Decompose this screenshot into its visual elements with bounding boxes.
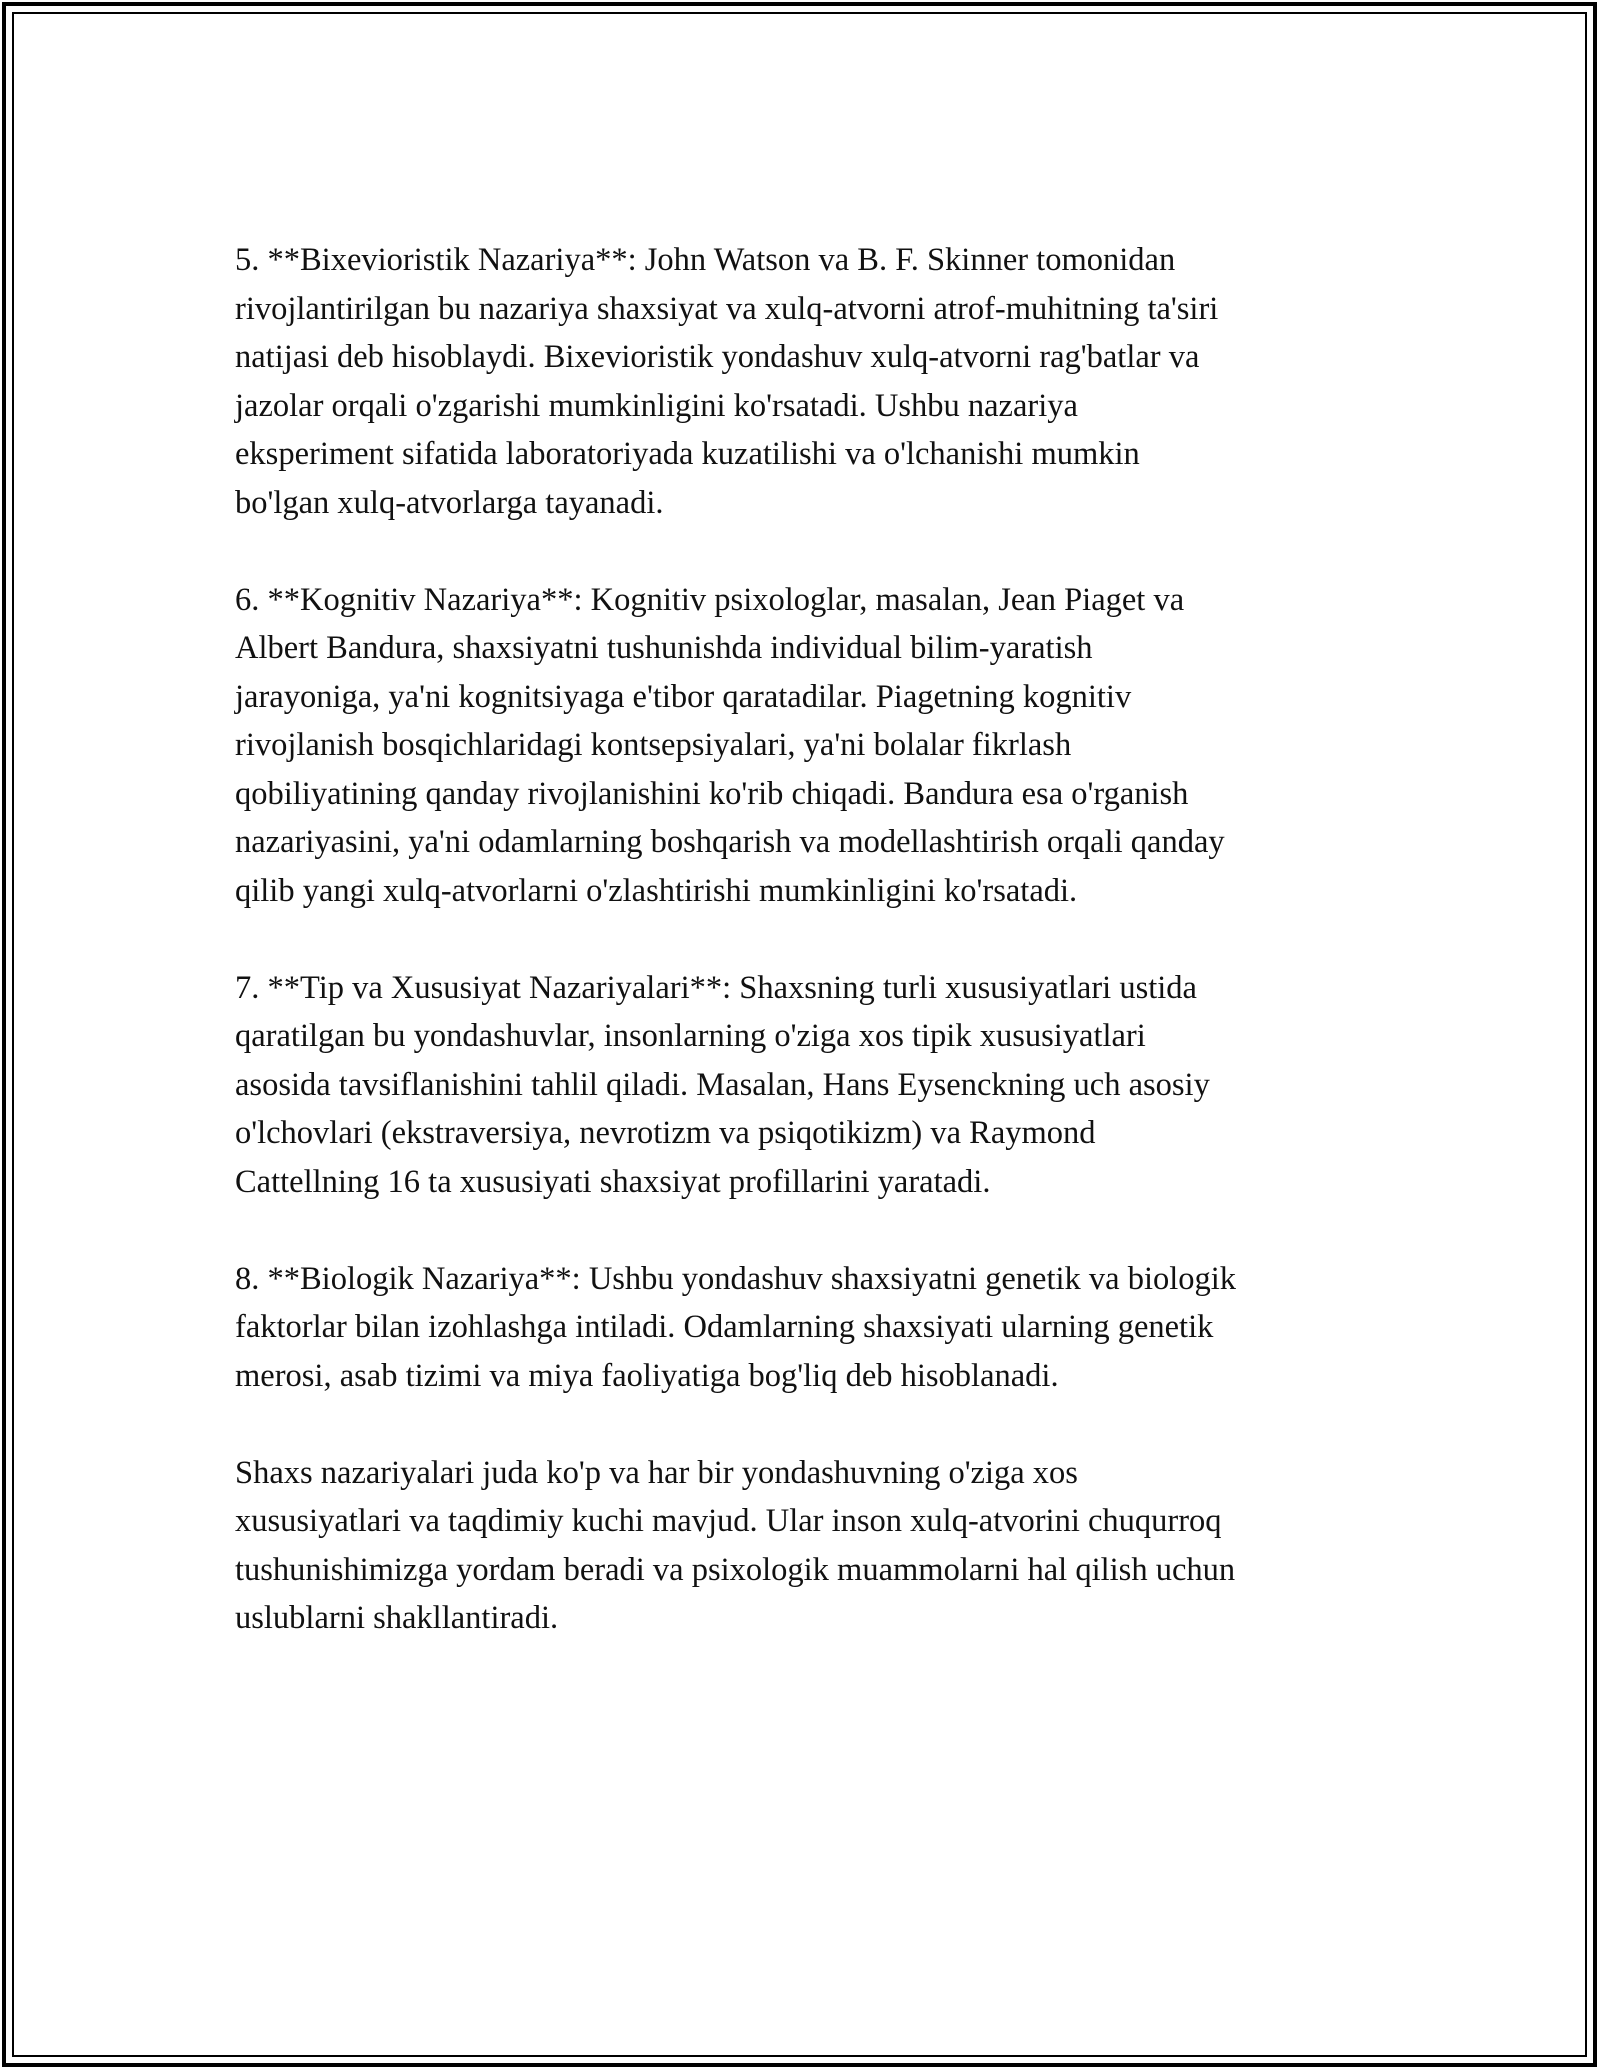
text-line: jazolar orqali o'zgarishi mumkinligini ko'rsatadi. Ushbu nazariya [235,387,1078,424]
text-line: nazariyasini, ya'ni odamlarning boshqarish va modellashtirish orqali qanday [235,824,1225,860]
text-line: bo'lgan xulq-atvorlarga tayanadi. [235,484,664,521]
text-line: Albert Bandura, shaxsiyatni tushunishda individual bilim-yaratish [235,630,1093,666]
text-line: 5. **Bixevioristik Nazariya**: John Watson va B. F. Skinner tomonidan [235,242,1176,278]
text-line: merosi, asab tizimi va miya faoliyatiga bog'liq deb hisoblanadi. [235,1357,1059,1394]
text-line: qobiliyatining qanday rivojlanishini ko'rib chiqadi. Bandura esa o'rganish [235,775,1189,812]
text-line: natijasi deb hisoblaydi. Bixevioristik yondashuv xulq-atvorni rag'batlar va [235,339,1200,375]
text-line: rivojlanish bosqichlaridagi kontsepsiyalari, ya'ni bolalar fikrlash [235,727,1072,763]
paragraph-biological-theory [235,1255,1375,1401]
text-line: faktorlar bilan izohlashga intiladi. Odamlarning shaxsiyati ularning genetik [235,1309,1214,1345]
paragraph-conclusion [235,1449,1375,1643]
text-line: 7. **Tip va Xususiyat Nazariyalari**: Shaxsning turli xususiyatlari ustida [235,969,1197,1006]
text-line: tushunishimizga yordam beradi va psixologik muammolarni hal qilish uchun [235,1551,1236,1588]
paragraph-cognitive-theory [235,576,1375,916]
text-line: 6. **Kognitiv Nazariya**: Kognitiv psixologlar, masalan, Jean Piaget va [235,581,1185,618]
paragraph-trait-theory [235,964,1375,1207]
text-line: uslublarni shakllantiradi. [235,1600,559,1636]
text-line: Shaxs nazariyalari juda ko'p va har bir yondashuvning o'ziga xos [235,1454,1078,1491]
text-line: asosida tavsiflanishini tahlil qiladi. Masalan, Hans Eysenckning uch asosiy [235,1066,1210,1103]
text-line: xususiyatlari va taqdimiy kuchi mavjud. Ular inson xulq-atvorini chuqurroq [235,1503,1222,1539]
document-body [235,236,1375,1691]
text-line: 8. **Biologik Nazariya**: Ushbu yondashuv shaxsiyatni genetik va biologik [235,1260,1237,1297]
text-line: qaratilgan bu yondashuvlar, insonlarning o'ziga xos tipik xususiyatlari [235,1018,1146,1054]
text-line: rivojlantirilgan bu nazariya shaxsiyat va xulq-atvorni atrof-muhitning ta'siri [235,290,1219,327]
text-line: jarayoniga, ya'ni kognitsiyaga e'tibor qaratadilar. Piagetning kognitiv [235,678,1132,715]
paragraph-behaviorist-theory [235,236,1375,527]
text-line: qilib yangi xulq-atvorlarni o'zlashtirishi mumkinligini ko'rsatadi. [235,872,1078,909]
text-line: eksperiment sifatida laboratoriyada kuzatilishi va o'lchanishi mumkin [235,436,1140,472]
text-line: Cattellning 16 ta xususiyati shaxsiyat profillarini yaratadi. [235,1163,991,1200]
text-line: o'lchovlari (ekstraversiya, nevrotizm va psiqotikizm) va Raymond [235,1115,1096,1151]
